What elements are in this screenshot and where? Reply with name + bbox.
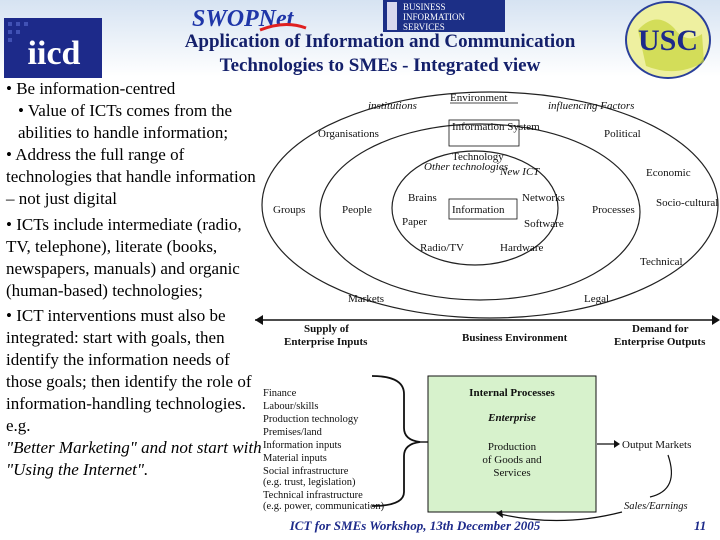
svg-text:Organisations: Organisations — [318, 128, 379, 140]
svg-text:Finance: Finance — [263, 388, 297, 399]
inputs-brace — [372, 376, 420, 506]
svg-text:Production technology: Production technology — [263, 414, 359, 425]
svg-text:INFORMATION: INFORMATION — [403, 12, 466, 22]
svg-text:influencing Factors: influencing Factors — [548, 100, 635, 112]
svg-text:Information: Information — [452, 204, 505, 216]
svg-text:USC: USC — [637, 24, 699, 57]
svg-text:People: People — [342, 204, 372, 216]
svg-text:Technical infrastructure: Technical infrastructure — [263, 490, 363, 501]
svg-text:New ICT: New ICT — [500, 166, 540, 178]
svg-text:Economic: Economic — [646, 167, 691, 179]
slide-title: Application of Information and Communication Technologies to SMEs - Integrated view — [184, 31, 576, 76]
svg-text:BUSINESS: BUSINESS — [403, 2, 446, 12]
svg-text:Markets: Markets — [348, 293, 385, 305]
svg-text:Sales/Earnings: Sales/Earnings — [624, 501, 688, 512]
svg-text:Software: Software — [524, 218, 564, 230]
svg-text:Information inputs: Information inputs — [263, 440, 342, 451]
svg-text:Production: Production — [487, 441, 537, 453]
svg-text:Demand for: Demand for — [632, 323, 689, 335]
svg-text:SERVICES: SERVICES — [403, 22, 445, 32]
svg-text:Enterprise: Enterprise — [488, 412, 536, 424]
svg-text:Social infrastructure: Social infrastructure — [263, 466, 349, 477]
svg-text:Business Environment: Business Environment — [462, 332, 568, 344]
svg-text:Premises/land: Premises/land — [263, 427, 322, 438]
page-number: 11 — [694, 518, 707, 533]
svg-text:Technology: Technology — [452, 151, 504, 163]
svg-text:Enterprise Inputs: Enterprise Inputs — [284, 336, 368, 348]
svg-text:Enterprise Outputs: Enterprise Outputs — [614, 336, 706, 348]
svg-text:Networks: Networks — [522, 192, 565, 204]
svg-text:Information System: Information System — [452, 121, 540, 133]
environment-label: Environment — [450, 92, 508, 104]
svg-text:Political: Political — [604, 128, 641, 140]
svg-text:(e.g. trust, legislation): (e.g. trust, legislation) — [263, 477, 356, 488]
svg-text:Socio-cultural: Socio-cultural — [656, 197, 719, 209]
svg-text:Material inputs: Material inputs — [263, 453, 327, 464]
svg-text:Paper: Paper — [402, 216, 428, 228]
svg-text:of Goods and: of Goods and — [482, 454, 542, 466]
sub-bullet-item: • Value of ICTs comes from the abilities to handle information; — [18, 101, 233, 142]
svg-text:iicd: iicd — [27, 35, 81, 72]
svg-text:Brains: Brains — [408, 192, 437, 204]
bullet-item: • ICTs include intermediate (radio, TV, telephone), literate (books, newspapers, manuals) and organic (human-based) technologies; — [6, 215, 242, 300]
svg-text:Technical: Technical — [640, 256, 683, 268]
svg-text:Internal Processes: Internal Processes — [469, 387, 555, 399]
svg-text:SWOPNet: SWOPNet — [192, 6, 294, 32]
svg-text:Hardware: Hardware — [500, 242, 544, 254]
svg-text:(e.g. power, communication): (e.g. power, communication) — [263, 501, 385, 512]
svg-text:Legal: Legal — [584, 293, 610, 305]
svg-text:Supply of: Supply of — [304, 323, 349, 335]
svg-text:Radio/TV: Radio/TV — [420, 242, 464, 254]
slide-footer: ICT for SMEs Workshop, 13th December 2005 — [289, 518, 541, 533]
svg-text:Labour/skills: Labour/skills — [263, 401, 319, 412]
bullet-item: • Address the full range of technologies that handle information – not just digital — [6, 145, 256, 208]
svg-text:Output Markets: Output Markets — [622, 439, 692, 451]
svg-text:Processes: Processes — [592, 204, 635, 216]
svg-text:institutions: institutions — [368, 100, 417, 112]
bullet-item-example: "Better Marketing" and not start with "Using the Internet". — [6, 438, 262, 479]
bullet-item: • Be information-centred — [6, 79, 176, 98]
svg-text:Other technologies: Other technologies — [424, 161, 509, 173]
svg-text:Groups: Groups — [273, 204, 306, 216]
svg-text:Services: Services — [493, 467, 531, 479]
bullet-item: • ICT interventions must also be integrated: start with goals, then identify the information needs of those goals; then identify the role of information-handling technologies. e.g. — [6, 306, 252, 435]
